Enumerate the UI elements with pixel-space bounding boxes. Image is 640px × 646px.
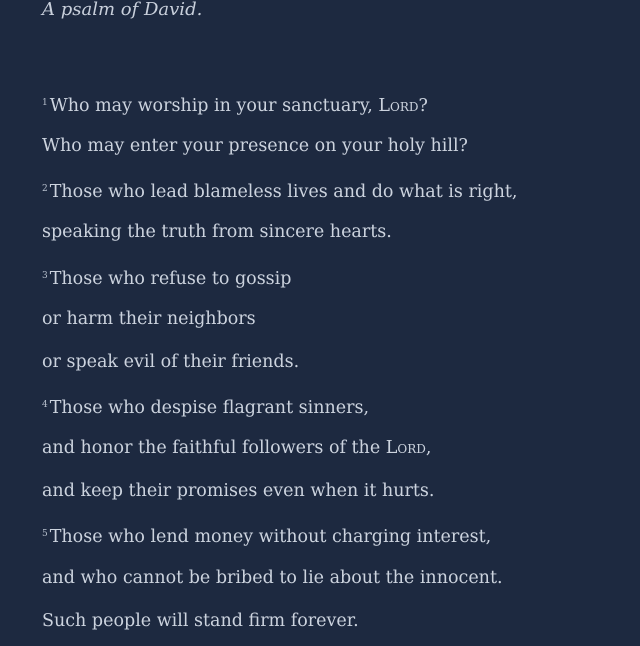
verse-line: [42, 218, 632, 261]
psalm-subtitle: A psalm of David.: [42, 0, 203, 20]
verse-line: [42, 132, 632, 175]
verse-line: [42, 564, 632, 607]
verse-punctuation: ?: [418, 96, 428, 116]
verse-text: Those who lead blameless lives and do what is right,: [49, 182, 518, 203]
verse-text: Who may worship in your sanctuary,: [49, 96, 379, 116]
divine-name: Lord: [378, 96, 419, 116]
verse-text: and who cannot be bribed to lie about the innocent.: [42, 567, 503, 588]
verse-line: [42, 477, 632, 520]
verse-line: [42, 305, 632, 348]
verse-text: Who may enter your presence on your holy hill?: [42, 136, 468, 157]
verse-number: 1: [42, 98, 48, 108]
verse-text: and keep their promises even when it hurts.: [42, 481, 435, 502]
verse-line: [42, 520, 632, 563]
verse-text: Such people will stand firm forever.: [42, 610, 359, 631]
verse-text: speaking the truth from sincere hearts.: [42, 222, 392, 243]
verse-line: [42, 434, 632, 477]
divine-name: Lord: [385, 438, 426, 459]
psalm-verses: [42, 89, 632, 646]
verse-line: [42, 391, 632, 434]
verse-text: Those who despise flagrant sinners,: [49, 397, 370, 418]
verse-number: 4: [42, 399, 48, 410]
verse-number: 5: [42, 529, 48, 540]
verse-line: [42, 175, 632, 218]
verse-line: [42, 89, 632, 132]
verse-number: 2: [42, 184, 48, 195]
verse-text: or harm their neighbors: [42, 308, 256, 329]
verse-text: Those who refuse to gossip: [49, 268, 292, 289]
verse-text: and honor the faithful followers of the: [42, 438, 386, 459]
verse-text: Those who lend money without charging interest,: [49, 527, 492, 548]
verse-line: [42, 262, 632, 305]
verse-line: [42, 607, 632, 646]
verse-number: 3: [42, 270, 48, 281]
verse-punctuation: ,: [425, 438, 432, 459]
verse-text: or speak evil of their friends.: [42, 351, 300, 372]
verse-line: [42, 348, 632, 391]
